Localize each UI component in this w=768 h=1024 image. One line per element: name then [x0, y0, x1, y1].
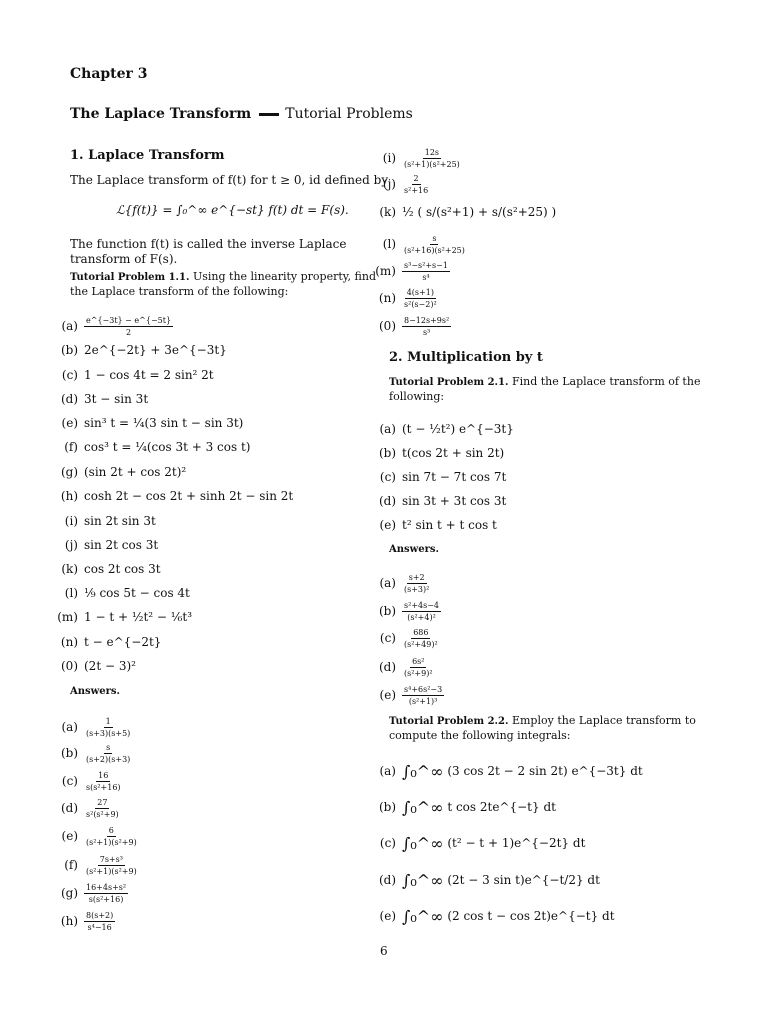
answer-1a: (a) $\frac{1}{(s+3)(s+5)}$ [61, 717, 131, 738]
answer-2d: (d) $\frac{\text{6s²}}{\text{(s²+9)²}}$ [378, 657, 433, 678]
problem-1m: (m) 1 − t + ½t² − ⅙t³ [57, 610, 193, 624]
problem-1i: (i) sin 2t sin 3t [64, 514, 156, 528]
tp11-text-1: Using the linearity property, find [192, 270, 376, 283]
problem-2c: (c) sin 7t − 7t cos 7t [379, 470, 507, 484]
tutorial-problem-2-2: Tutorial Problem 2.2. Employ the Laplace transform to [389, 714, 696, 727]
answer-1h: (h) $\frac{8(s+2)}{\text{s⁴−16}}$ [60, 911, 114, 932]
problem-1g: (g) (sin 2t + cos 2t)² [60, 465, 187, 479]
chapter-heading: Chapter 3 [70, 66, 148, 82]
answer-1m: (m) $\frac{\text{s³−s²+s−1}}{\text{s⁴}}$ [375, 261, 448, 282]
problem-2b: (b) t(cos 2t + sin 2t) [378, 446, 505, 460]
answer-1i: (i) $\frac{12s}{\text{(s²+1)(s²+25)}}$ [382, 148, 460, 169]
answer-1l: (l) $\frac{s}{\text{(s²+16)(s²+25)}}$ [382, 234, 465, 255]
answer-1d: (d) $\frac{27}{\text{s²(s²+9)}}$ [60, 798, 119, 819]
problem-1c: (c) 1 − cos 4t = 2 sin² 2t [61, 368, 214, 382]
problem-1b: (b) 2e^{−2t} + 3e^{−3t} [60, 343, 227, 357]
answers-heading-2: Answers. [389, 544, 440, 555]
problem-1l: (l) ⅑ cos 5t − cos 4t [64, 586, 190, 600]
answer-1j: (j) $\frac{2}{\text{s²+16}}$ [382, 174, 429, 195]
page-title [70, 106, 413, 122]
answers-heading-1: Answers. [70, 686, 121, 697]
problem-1a: (a) $\frac{e\^{}\{-3t\} - e\^{}\{-5t\}}{2}$ [61, 316, 172, 337]
tp11-text-2: the Laplace transform of the following: [70, 285, 289, 298]
inverse-text-2: transform of F(s). [70, 252, 178, 266]
integral-e: (e) ∫₀^∞ (2 cos t − cos 2t)e^{−t} dt [379, 907, 615, 926]
tp22-text-2: compute the following integrals: [389, 729, 571, 742]
title-rest: Tutorial Problems [285, 106, 413, 122]
tutorial-problem-2-1: Tutorial Problem 2.1. Find the Laplace transform of the [389, 375, 701, 388]
tp11-label: Tutorial Problem 1.1. [70, 272, 190, 283]
problem-1o: (0) (2t − 3)² [61, 659, 136, 673]
problem-2d: (d) sin 3t + 3t cos 3t [378, 494, 507, 508]
answer-1c: (c) $\frac{16}{\text{s(s²+16)}}$ [61, 771, 121, 792]
section-1-heading: 1. Laplace Transform [70, 148, 225, 163]
answer-2c: (c) $\frac{686}{\text{(s²+49)²}}$ [379, 628, 438, 649]
laplace-definition: ℒ{f(t)} = ∫₀^∞ e^{−st} f(t) dt = F(s). [116, 203, 349, 217]
title-dash [259, 113, 279, 116]
problem-1k: (k) cos 2t cos 3t [61, 562, 161, 576]
answer-1g: (g) $\frac{\text{16+4s+s²}}{\text{s(s²+16)}}$ [60, 883, 127, 904]
answer-1f: (f) $\frac{\text{7s+s³}}{\text{(s²+1)(s²+9)}}$ [64, 855, 137, 876]
page-number: 6 [380, 944, 388, 958]
problem-1j: (j) sin 2t cos 3t [64, 538, 159, 552]
problem-2a: (a) (t − ½t²) e^{−3t} [379, 422, 514, 436]
problem-1n: (n) t − e^{−2t} [60, 635, 162, 649]
problem-2e: (e) t² sin t + t cos t [379, 518, 497, 532]
tp21-text-2: following: [389, 390, 445, 403]
problem-1h: (h) cosh 2t − cos 2t + sinh 2t − sin 2t [60, 489, 294, 503]
answer-1b: (b) $\frac{s}{(s+2)(s+3)}$ [60, 743, 131, 764]
integral-a: (a) ∫₀^∞ (3 cos 2t − 2 sin 2t) e^{−3t} dt [379, 762, 643, 781]
section-2-heading: 2. Multiplication by t [389, 350, 543, 365]
intro-text: The Laplace transform of f(t) for t ≥ 0, id defined by [70, 173, 389, 187]
title-bold: The Laplace Transform [70, 106, 252, 122]
answer-2a: (a) $\frac{s+2}{\text{(s+3)²}}$ [379, 573, 430, 594]
answer-2e: (e) $\frac{\text{s⁴+6s²−3}}{\text{(s²+1)³}}$ [379, 685, 443, 706]
integral-c: (c) ∫₀^∞ (t² − t + 1)e^{−2t} dt [379, 834, 586, 853]
answer-1e: (e) $\frac{6}{\text{(s²+1)(s²+9)}}$ [61, 826, 137, 847]
inverse-text-1: The function f(t) is called the inverse Laplace [70, 237, 347, 251]
problem-1f: (f) cos³ t = ¼(cos 3t + 3 cos t) [64, 440, 251, 454]
answer-1n: (n) $\frac{4(s+1)}{\text{s²(s−2)²}}$ [378, 288, 437, 309]
integral-b: (b) ∫₀^∞ t cos 2te^{−t} dt [378, 798, 556, 817]
problem-1d: (d) 3t − sin 3t [60, 392, 149, 406]
answer-1o: (0) $\frac{\text{8−12s+9s²}}{\text{s³}}$ [379, 316, 450, 337]
answer-2b: (b) $\frac{\text{s²+4s−4}}{\text{(s²+4)²}}$ [378, 601, 440, 622]
tutorial-problem-1-1 [70, 270, 376, 285]
answer-1k: (k) ½ ( s/(s²+1) + s/(s²+25) ) [379, 205, 557, 219]
problem-1e: (e) sin³ t = ¼(3 sin t − sin 3t) [61, 416, 244, 430]
integral-d: (d) ∫₀^∞ (2t − 3 sin t)e^{−t/2} dt [378, 871, 600, 890]
